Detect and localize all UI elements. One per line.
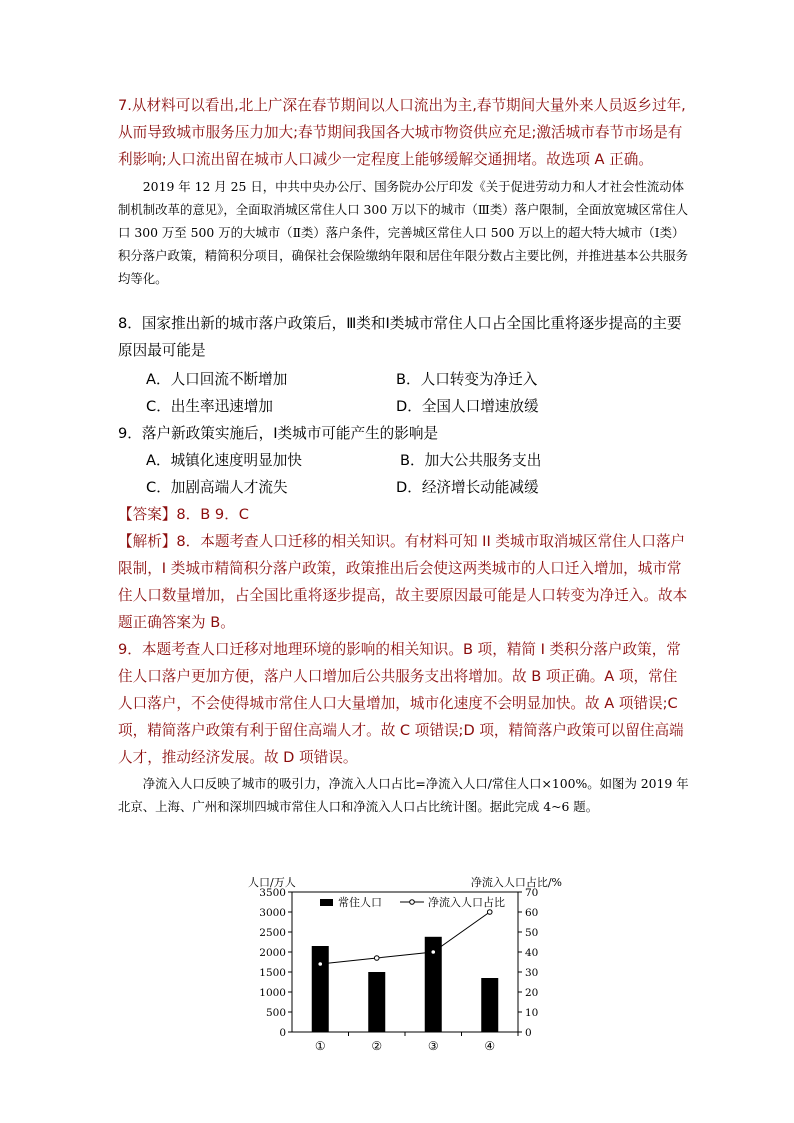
legend-bar-label: 常住人口 (338, 896, 382, 909)
legend-bar-swatch (320, 899, 333, 906)
left-axis-tick-label: 2500 (259, 927, 286, 939)
line-point-3 (431, 950, 436, 955)
right-axis-tick-label: 70 (525, 887, 539, 899)
bar-changzhu-4 (481, 978, 498, 1032)
left-axis-tick-label: 0 (279, 1027, 286, 1039)
line-point-4 (487, 910, 492, 915)
left-axis-tick-label: 3500 (259, 887, 286, 899)
answer-line: 【答案】8．B 9．C (118, 506, 249, 523)
question-9-option-c[interactable]: C．加剧高端人才流失 (146, 479, 288, 496)
material-paragraph-1: 2019 年 12 月 25 日，中共中央办公厅、国务院办公厅印发《关于促进劳动力和人才社会性流动体制机制改革的意见》，全面取消城区常住人口 300 万以下的城市（Ⅲ类）落户限制，全面放宽城区常住人口 300 万至 500 万的大城市（Ⅱ类）落户条件，完善城区常住人口 500 万以上的超大特大城市（Ⅰ类）积分落户政策，精简积分项目，确保社会保险缴纳年限和居住年限分数占主要比例，并推进基本公共服务均等化。 (118, 179, 689, 286)
left-axis-tick-label: 500 (265, 1007, 286, 1019)
right-axis-tick-label: 40 (525, 947, 539, 959)
category-label: ④ (484, 1039, 496, 1053)
line-net-inflow-ratio (320, 912, 490, 964)
left-axis-tick-label: 1000 (259, 987, 286, 999)
question-8-option-d[interactable]: D．全国人口增速放缓 (396, 398, 539, 415)
right-axis-tick-label: 50 (525, 927, 539, 939)
right-axis-tick-label: 20 (525, 987, 539, 999)
line-point-1 (318, 962, 323, 967)
left-axis-tick-label: 3000 (259, 907, 286, 919)
legend-line-label: 净流入人口占比 (428, 896, 505, 909)
category-label: ② (371, 1039, 383, 1053)
right-axis-tick-label: 0 (525, 1027, 532, 1039)
question-9-option-b[interactable]: B．加大公共服务支出 (400, 452, 542, 469)
question-8-option-c[interactable]: C．出生率迅速增加 (146, 398, 273, 415)
left-axis-tick-label: 2000 (259, 947, 286, 959)
question-9-option-d[interactable]: D．经济增长动能减缓 (396, 479, 539, 496)
right-axis-label: 净流入人口占比/% (470, 876, 562, 889)
question-8-option-b[interactable]: B．人口转变为净迁入 (396, 371, 538, 388)
legend-line-marker (410, 900, 415, 905)
q7-explanation: 7.从材料可以看出,北上广深在春节期间以人口流出为主,春节期间大量外来人员返乡过年,从而导致城市服务压力加大;春节期间我国各大城市物资供应充足;激活城市春节市场是有利影响;人口流出留在城市人口减少一定程度上能够缓解交通拥堵。故选项 A 正确。 (118, 97, 686, 168)
question-8-option-a[interactable]: A．人口回流不断增加 (146, 371, 288, 388)
question-9-option-a[interactable]: A．城镇化速度明显加快 (146, 452, 302, 469)
question-8-stem: 8．国家推出新的城市落户政策后，Ⅲ类和Ⅰ类城市常住人口占全国比重将逐步提高的主要原因最可能是 (118, 315, 682, 359)
analysis-question-8: 【解析】8．本题考查人口迁移的相关知识。有材料可知 II 类城市取消城区常住人口落户限制，I 类城市精简积分落户政策，政策推出后会使这两类城市的人口迁入增加，城市常住人口数量增加，占全国比重将逐步提高，故主要原因最可能是人口转变为净迁入。故本题正确答案为 B。 (118, 533, 688, 631)
right-axis-tick-label: 10 (525, 1007, 539, 1019)
chart-legend (320, 895, 505, 909)
category-label: ③ (427, 1039, 439, 1053)
bar-changzhu-2 (368, 972, 385, 1032)
population-chart (240, 870, 570, 1070)
right-axis-tick-label: 30 (525, 967, 539, 979)
analysis-question-9: 9．本题考查人口迁移对地理环境的影响的相关知识。B 项，精简 I 类积分落户政策，常住人口落户更加方便，落户人口增加后公共服务支出将增加。故 B 项正确。A 项，常住人口落户，不会使得城市常住人口大量增加，城市化速度不会明显加快。故 A 项错误;C 项，精简落户政策有利于留住高端人才。故 C 项错误;D 项，精简落户政策可以留住高端人才，推动经济发展。故 D 项错误。 (118, 641, 684, 766)
question-9-stem: 9．落户新政策实施后，Ⅰ类城市可能产生的影响是 (118, 425, 439, 442)
line-point-2 (374, 956, 379, 961)
right-axis-tick-label: 60 (525, 907, 539, 919)
bar-changzhu-1 (312, 946, 329, 1032)
category-label: ① (314, 1039, 326, 1053)
left-axis-label: 人口/万人 (248, 876, 296, 889)
material-paragraph-2: 净流入人口反映了城市的吸引力，净流入人口占比=净流入人口/常住人口×100%。如图为 2019 年北京、上海、广州和深圳四城市常住人口和净流入人口占比统计图。据此完成 4~6 题。 (118, 776, 689, 814)
left-axis-tick-label: 1500 (259, 967, 286, 979)
